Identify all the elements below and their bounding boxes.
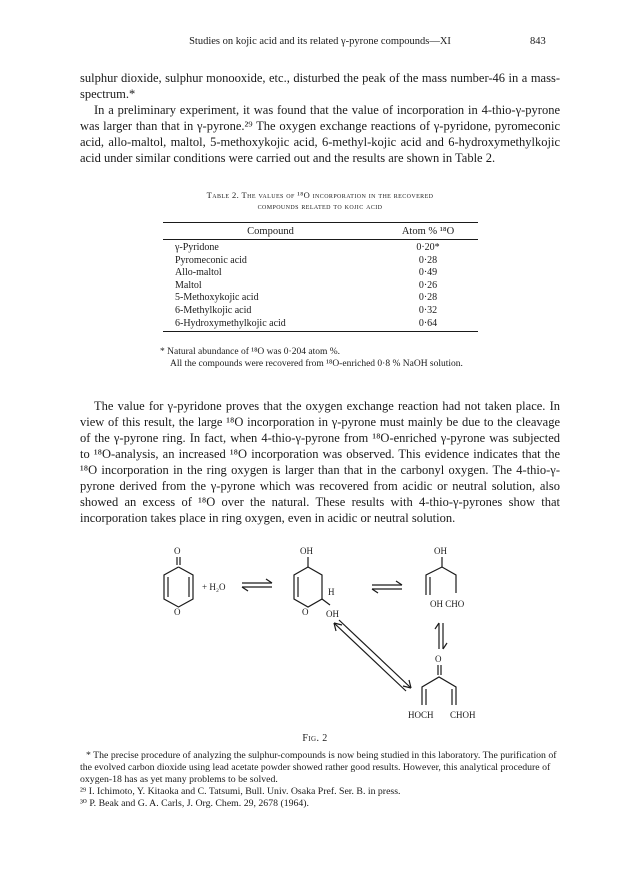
header-compound: Compound (247, 226, 294, 237)
table-note-1: * Natural abundance of ¹⁸O was 0·204 atom %. (160, 347, 341, 357)
cell-value: 0·64 (418, 317, 438, 329)
page-number: 843 (530, 36, 546, 47)
equilibrium-arrow-1 (242, 579, 272, 591)
paragraph-2: In a preliminary experiment, it was found that the value of incorporation in 4-thio-γ-pyrone was larger than that in γ-pyrone.²⁹ The oxygen exchange reactions of γ-pyridone, pyromeconic acid, allo-maltol, maltol, 5-methoxykojic acid, 6-methyl-kojic acid and 6-hydroxymethylkojic acid under similar conditions were carried out and the results are shown in Table 2. (80, 103, 560, 165)
ring-oxygen-label: O (174, 607, 181, 617)
ring-oxygen-mid-label: O (302, 607, 309, 617)
cell-value: 0·32 (418, 304, 438, 316)
paragraph-3: The value for γ-pyridone proves that the oxygen exchange reaction had not taken place. In view of this result, the large ¹⁸O incorporation in γ-pyrone must mainly be due to the cleavage of the γ-pyrone ring. In fact, when 4-thio-γ-pyrone from ¹⁸O-enriched γ-pyrone was subjected to ¹⁸O-analysis, an increased ¹⁸O incorporation was observed. This evidence indicates that the ¹⁸O incorporation in the ring oxygen is larger than that in the carbonyl oxygen. The 4-thio-γ-pyrone derived from the γ-pyrone which was recovered from acidic or neutral solution, also showed an excess of ¹⁸O over the natural. These results with 4-thio-γ-pyrones show that incorporation takes place in ring oxygen, even in acidic or neutral solution. (80, 399, 560, 525)
cell-value: 0·28 (418, 254, 438, 266)
cell-value: 0·20* (416, 242, 440, 253)
vertical-equilibrium-arrow (435, 623, 447, 649)
table-row (163, 305, 478, 318)
table-row (163, 267, 478, 280)
ring-opened-structure (426, 557, 456, 595)
table-row (163, 292, 478, 305)
choh-label: CHOH (450, 710, 476, 720)
footnotes (80, 750, 560, 810)
hydroxyl-label-mid: OH (300, 546, 313, 556)
table-header-row (163, 223, 478, 239)
footnote-asterisk: * The precise procedure of analyzing the sulphur-compounds is now being studied in this laboratory. The purification of the evolved carbon dioxide using lead acetate powder showed rather good results. However, this analytical procedure of oxygen-18 has as yet many problems to be solved. (80, 750, 557, 785)
carbonyl-oxygen-label: O (174, 546, 181, 556)
table-row (163, 242, 478, 255)
figure-caption: Fig. 2 (302, 733, 328, 744)
cell-compound: γ-Pyridone (175, 242, 219, 253)
cell-value: 0·28 (418, 292, 438, 304)
footnote-30: ³⁰ P. Beak and G. A. Carls, J. Org. Chem. 29, 2678 (1964). (80, 798, 310, 809)
cell-value: 0·26 (418, 279, 438, 291)
paragraph-1: sulphur dioxide, sulphur monooxide, etc., disturbed the peak of the mass number-46 in a mass-spectrum.* (80, 71, 560, 101)
equilibrium-arrow-2 (372, 581, 402, 593)
cell-compound: 6-Methylkojic acid (175, 304, 252, 316)
cell-compound: 5-Methoxykojic acid (175, 292, 259, 304)
table-row (163, 318, 478, 331)
hydrogen-label: H (328, 587, 335, 597)
hemiacetal-structure (294, 557, 330, 607)
gamma-pyrone-structure (164, 557, 193, 607)
table-body (163, 240, 478, 331)
footnote-29: ²⁹ I. Ichimoto, Y. Kitaoka and C. Tatsumi, Bull. Univ. Osaka Pref. Ser. B. in press. (80, 786, 401, 797)
cell-compound: 6-Hydroxymethylkojic acid (175, 317, 286, 329)
table-caption (150, 190, 490, 212)
hydroxyl-aldehyde-label: OH CHO (430, 599, 465, 609)
open-chain-structure (422, 665, 456, 705)
hydroxyl-label-right: OH (434, 546, 447, 556)
table-notes (160, 346, 470, 370)
table-row (163, 280, 478, 293)
hydroxyl-label-ring: OH (326, 609, 339, 619)
cell-compound: Allo-maltol (175, 267, 222, 279)
table-caption-line-2: compounds related to kojic acid (257, 201, 383, 211)
hoch-label: HOCH (408, 710, 434, 720)
table-caption-line-1: Table 2. The values of ¹⁸O incorporation in the recovered (206, 190, 434, 200)
data-table (163, 222, 478, 332)
ketone-oxygen-label: O (435, 654, 442, 664)
table-note-2: All the compounds were recovered from ¹⁸O-enriched 0·8 % NaOH solution. (170, 359, 463, 369)
cell-compound: Pyromeconic acid (175, 254, 247, 266)
cell-compound: Maltol (175, 279, 202, 291)
table-row (163, 255, 478, 268)
running-title: Studies on kojic acid and its related γ-pyrone compounds—XI (189, 36, 451, 47)
diagonal-equilibrium-arrow (334, 620, 411, 691)
reaction-scheme-figure (150, 545, 490, 735)
header-atom-percent: Atom % ¹⁸O (401, 226, 455, 237)
water-label: + H₂O (202, 582, 226, 592)
table-bottom-rule (163, 331, 478, 332)
cell-value: 0·49 (418, 267, 438, 279)
